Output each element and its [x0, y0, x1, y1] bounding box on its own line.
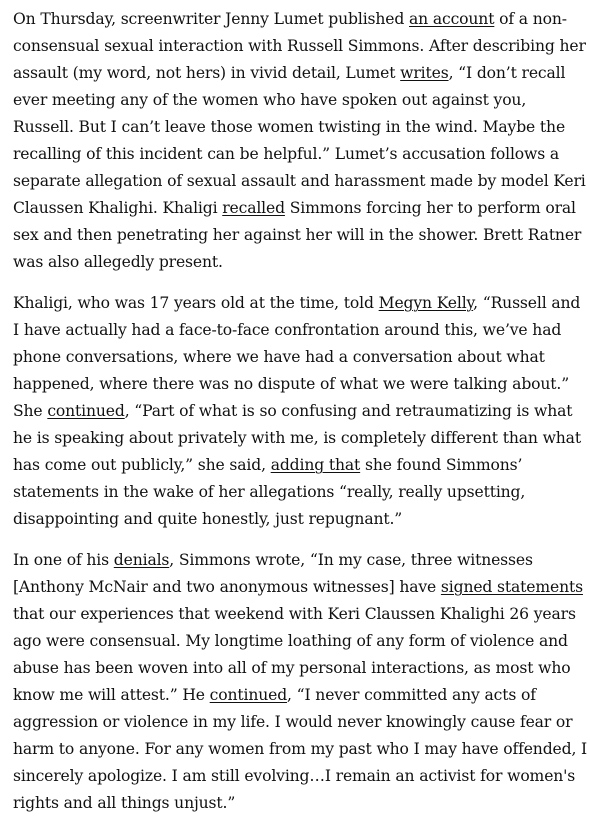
paragraph-2	[13, 290, 590, 533]
paragraph-text: In one of his	[13, 551, 114, 569]
paragraph-text: , “I don’t recall ever meeting any of the women who have spoken out against you, Russell. But I can’t leave those women twisting in the wind. Maybe the recalling of this incident can be helpful.” Lumet’s accusation follows a separate allegation of sexual assault and harassment made by model Keri Claussen Khalighi. Khaligi	[13, 64, 586, 217]
paragraph-text: that our experiences that weekend with Keri Claussen Khalighi 26 years ago were consensual. My longtime loathing of any form of violence and abuse has been woven into all of my personal interactions, as most who know me will attest.” He	[13, 605, 576, 704]
link-megyn-kelly[interactable]: Megyn Kelly	[378, 294, 474, 312]
link-writes[interactable]: writes	[400, 64, 449, 82]
link-recalled[interactable]: recalled	[222, 199, 285, 217]
link-continued[interactable]: continued	[47, 402, 125, 420]
paragraph-text: On Thursday, screenwriter Jenny Lumet published	[13, 10, 410, 28]
paragraph-text: , “I never committed any acts of aggression or violence in my life. I would never knowingly cause fear or harm to anyone. For any women from my past who I may have offended, I sincerely apologize. I am still evolving…I remain an activist for women's rights and all things unjust.”	[13, 686, 588, 812]
paragraph-text: , “Part of what is so confusing and retraumatizing is what he is speaking about privately with me, is completely different than what has come out publicly,” she said,	[13, 402, 581, 474]
link-an-account[interactable]: an account	[409, 10, 495, 28]
paragraph-1	[13, 6, 590, 276]
link-denials[interactable]: denials	[113, 551, 170, 569]
paragraph-text: of a non-consensual sexual interaction with Russell Simmons. After describing her assault (my word, not hers) in vivid detail, Lumet	[13, 10, 586, 82]
link-continued[interactable]: continued	[209, 686, 288, 704]
link-signed-statements[interactable]: signed statements	[440, 578, 583, 596]
paragraph-text: Simmons forcing her to perform oral sex and then penetrating her against her will in the shower. Brett Ratner was also allegedly present.	[13, 199, 582, 271]
paragraph-text: , “Russell and I have actually had a face-to-face confrontation around this, we’ve had phone conversations, where we have had a conversation about what happened, where there was no dispute of what we were talking about.” She	[13, 294, 581, 420]
paragraph-3	[13, 547, 590, 817]
paragraph-text: Khaligi, who was 17 years old at the time, told	[13, 294, 379, 312]
paragraph-text: she found Simmons’ statements in the wake of her allegations “really, really upsetting, disappointing and quite honestly, just repugnant.”	[13, 456, 526, 528]
paragraph-text: , Simmons wrote, “In my case, three witnesses [Anthony McNair and two anonymous witnesses] have	[13, 551, 533, 596]
link-adding-that[interactable]: adding that	[270, 456, 361, 474]
